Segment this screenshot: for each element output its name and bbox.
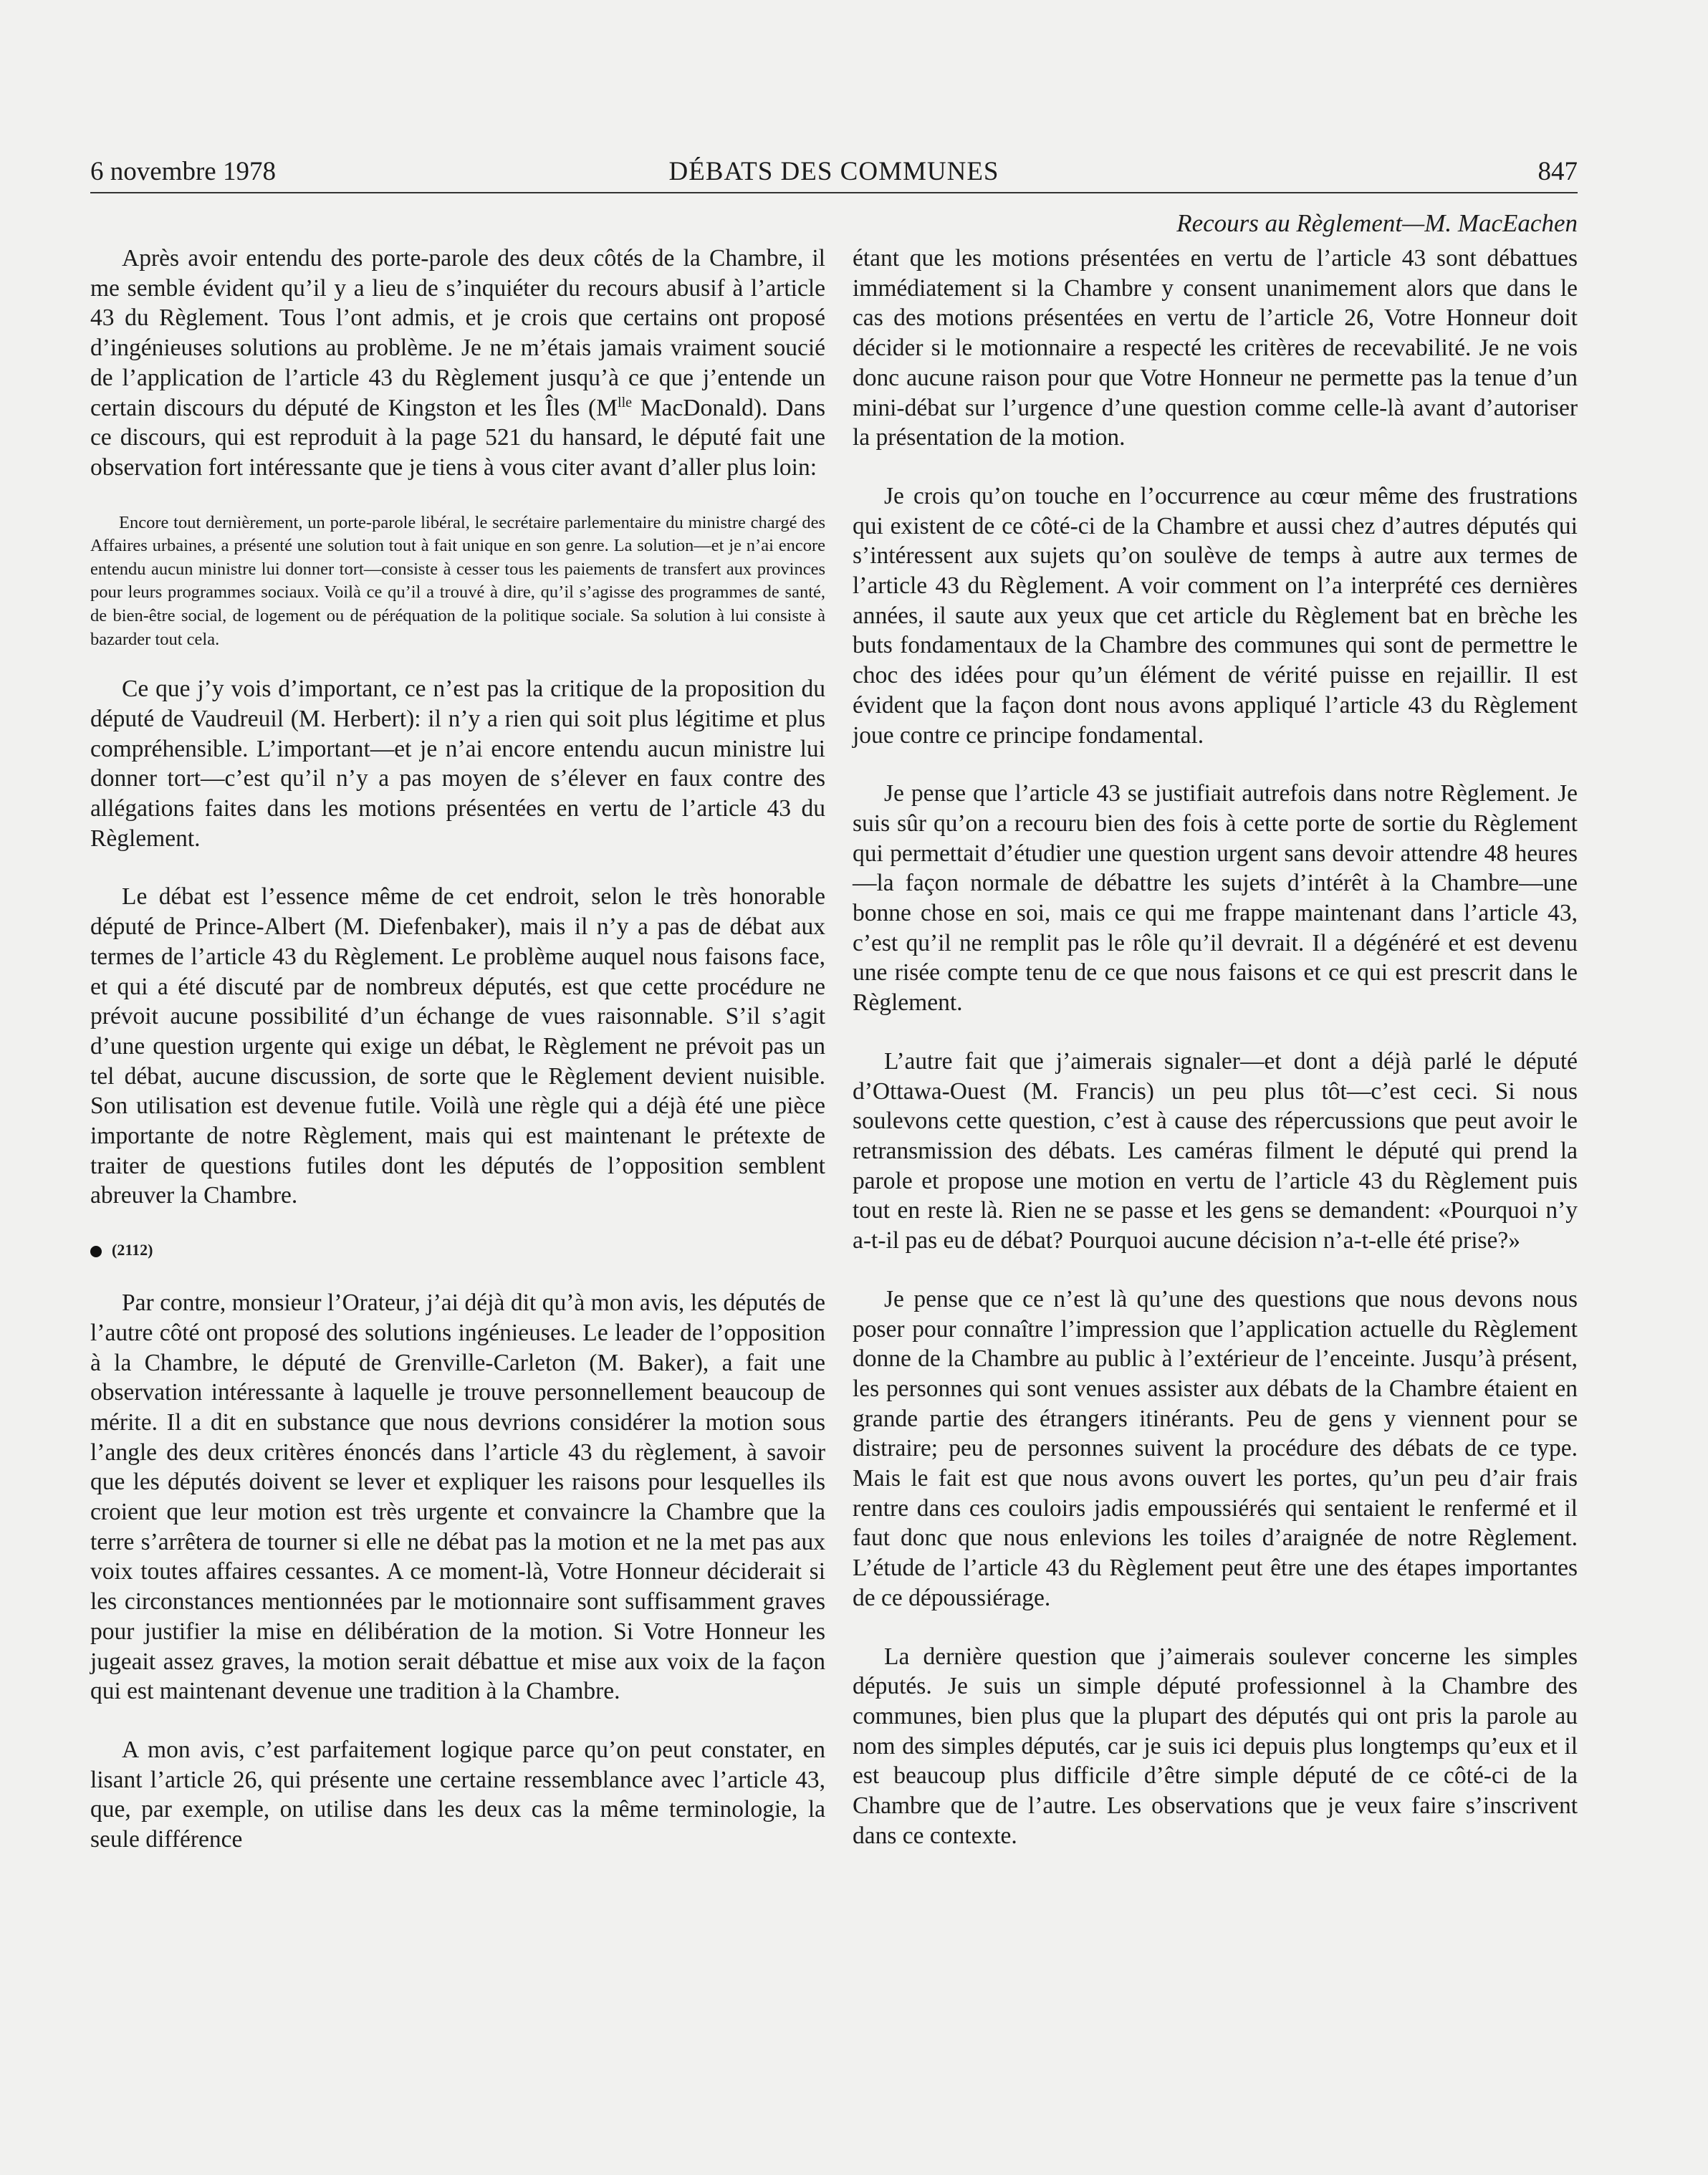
time-marker-text: (2112) — [112, 1241, 153, 1259]
paragraph: Le débat est l’essence même de cet endroit, selon le très honorable député de Prince-Albert (M. Diefenbaker), mais il n’y a pas de débat aux termes de l’article 43 du Règlement. Le problème auquel nous faisons face, et qui a été discuté par de nombreux députés, est que cette procédure ne prévoit aucune possibilité d’un échange de vues raisonnable. S’il s’agit d’une question urgente qui exige un débat, le Règlement ne prévoit pas un tel débat, aucune discussion, de sorte que le Règlement devient nuisible. Son utilisation est devenue futile. Voilà une règle qui a déjà été une pièce importante de notre Règlement, mais qui est maintenant le prétexte de traiter de questions futiles dont les députés de l’opposition semblent abreuver la Chambre. — [90, 883, 825, 1209]
paragraph: Par contre, monsieur l’Orateur, j’ai déjà dit qu’à mon avis, les députés de l’autre côté ont proposé des solutions ingénieuses. Le leader de l’opposition à la Chambre, le député de Grenville-Carleton (M. Baker), a fait une observation intéressante à laquelle je trouve personnellement beaucoup de mérite. Il a dit en substance que nous devrions considérer la motion sous l’angle des deux critères énoncés dans l’article 43 du règlement, à savoir que les députés doivent se lever et expliquer les raisons pour lesquelles ils croient que leur motion est très urgente et convaincre la Chambre que la terre s’arrêtera de tourner si elle ne débat pas la motion et ne la met pas aux voix toutes affaires cessantes. A ce moment-là, Votre Honneur déciderait si les circonstances mentionnées par le motionnaire sont suffisamment graves pour justifier la mise en délibération de la motion. Si Votre Honneur les jugeait assez graves, la motion serait débattue et mise aux voix de la façon qui est maintenant devenue une tradition à la Chambre. — [90, 1290, 825, 1705]
paragraph: étant que les motions présentées en vertu de l’article 43 sont débattues immédiatement si la Chambre y consent unanimement alors que dans le cas des motions présentées en vertu de l’article 26, Votre Honneur doit décider si le motionnaire a respecté les critères de recevabilité. Je ne vois donc aucune raison pour que Votre Honneur ne permette pas la tenue d’un mini-débat sur l’urgence d’une question comme celle-là avant d’autoriser la présentation de la motion. — [853, 245, 1578, 451]
paragraph: A mon avis, c’est parfaitement logique parce qu’on peut constater, en lisant l’article 26, qui présente une certaine ressemblance avec l’article 43, que, par exemple, on utilise dans les deux cas la même terminologie, la seule différence — [90, 1736, 825, 1853]
right-column — [853, 244, 1578, 1879]
bullet-icon — [90, 1246, 102, 1257]
header-date: 6 novembre 1978 — [90, 157, 276, 186]
paragraph-text: MacDonald). Dans ce discours, qui est reproduit à la page 521 du hansard, le député fait une observation fort intéressante que je tiens à vous citer avant d’aller plus loin: — [90, 394, 825, 481]
header-title: DÉBATS DES COMMUNES — [668, 157, 999, 186]
paragraph: L’autre fait que j’aimerais signaler—et dont a déjà parlé le député d’Ottawa-Ouest (M. Francis) un peu plus tôt—c’est ceci. Si nous soulevons cette question, c’est à cause des répercussions que peut avoir le retransmission des débats. Les caméras filment le député qui prend la parole et propose une motion en vertu de l’article 43 du Règlement puis tout en reste là. Rien ne se passe et les gens se demandent: «Pourquoi n’y a-t-il pas eu de débat? Pourquoi aucune décision n’a-t-elle été prise?» — [853, 1047, 1578, 1254]
paragraph: La dernière question que j’aimerais soulever concerne les simples députés. Je suis un simple député professionnel à la Chambre des communes, bien plus que la plupart des députés qui ont pris la parole au nom des simples députés, car je suis ici depuis plus longtemps qu’eux et il est beaucoup plus difficile d’être simple député de ce côté-ci de la Chambre que de l’autre. Les observations que je veux faire s’inscrivent dans ce contexte. — [853, 1643, 1578, 1849]
paragraph: Ce que j’y vois d’important, ce n’est pas la critique de la proposition du député de Vaudreuil (M. Herbert): il n’y a rien qui soit plus légitime et plus compréhensible. L’important—et je n’ai encore entendu aucun ministre lui donner tort—c’est qu’il n’y a pas moyen de s’élever en faux contre des allégations faites dans les motions présentées en vertu de l’article 43 du Règlement. — [90, 676, 825, 852]
paragraph: Je crois qu’on touche en l’occurrence au cœur même des frustrations qui existent de ce côté-ci de la Chambre et aussi chez d’autres députés qui s’intéressent aux sujets qu’on soulève de temps à autre aux termes de l’article 43 du Règlement. A voir comment on l’a interprété ces dernières années, il saute aux yeux que cet article du Règlement bat en brèche les buts fondamentaux de la Chambre des communes qui sont de permettre le choc des idées pour qu’un élément de vérité puisse en rejaillir. Il est évident que la façon dont nous avons appliqué l’article 43 du Règlement joue contre ce principe fondamental. — [853, 482, 1578, 749]
time-marker — [90, 1239, 825, 1261]
section-subheading: Recours au Règlement—M. MacEachen — [1176, 209, 1578, 237]
paragraph: Je pense que ce n’est là qu’une des questions que nous devons nous poser pour connaître l’impression que l’application actuelle du Règlement donne de la Chambre au public à l’extérieur de l’enceinte. Jusqu’à présent, les personnes qui sont venues assister aux débats de la Chambre étaient en grande partie des étrangers itinérants. Peu de gens y viennent pour se distraire; peu de personnes suivent la procédure des débats de ce type. Mais le fait est que nous avons ouvert les portes, qu’un peu d’air frais rentre dans ces couloirs jadis empoussiérés qui sentaient le renfermé et il faut donc que nous enlevions les toiles d’araignée de notre Règlement. L’étude de l’article 43 du Règlement peut être une des étapes importantes de ce dépoussiérage. — [853, 1285, 1578, 1611]
page-header — [90, 155, 1578, 193]
left-column — [90, 244, 825, 1883]
block-quote: Encore tout dernièrement, un porte-parole libéral, le secrétaire parlementaire du ministre chargé des Affaires urbaines, a présenté une solution tout à fait unique en son genre. La solution—et je n’ai encore entendu aucun ministre lui donner tort—consiste à cesser tous les paiements de transfert aux provinces pour leurs programmes sociaux. Voilà ce qu’il a trouvé à dire, qu’il s’agisse des programmes de santé, de bien-être social, de logement ou de péréquation de la politique sociale. Sa solution à lui consiste à bazarder tout cela. — [90, 512, 825, 649]
page-number: 847 — [1537, 157, 1578, 186]
paragraph: Je pense que l’article 43 se justifiait autrefois dans notre Règlement. Je suis sûr qu’on a recouru bien des fois à cette porte de sortie du Règlement qui permettait d’étudier une question urgent sans devoir attendre 48 heures—la façon normale de débattre les sujets d’intérêt à la Chambre—une bonne chose en soi, mais ce qui me frappe maintenant dans l’article 43, c’est qu’il ne remplit pas le rôle qu’il devrait. Il a dégénéré et est devenu une risée compte tenu de ce que nous faisons et ce qui est prescrit dans le Règlement. — [853, 780, 1578, 1017]
paragraph-text: Après avoir entendu des porte-parole des deux côtés de la Chambre, il me semble évident qu’il y a lieu de s’inquiéter du recours abusif à l’article 43 du Règlement. Tous l’ont admis, et je crois que certains ont proposé d’ingénieuses solutions au problème. Je ne m’étais jamais vraiment soucié de l’application de l’article 43 du Règlement jusqu’à ce que j’entende un certain discours du député de Kingston et les Îles (M — [90, 245, 825, 421]
paragraph — [90, 244, 825, 483]
superscript: lle — [617, 394, 633, 410]
